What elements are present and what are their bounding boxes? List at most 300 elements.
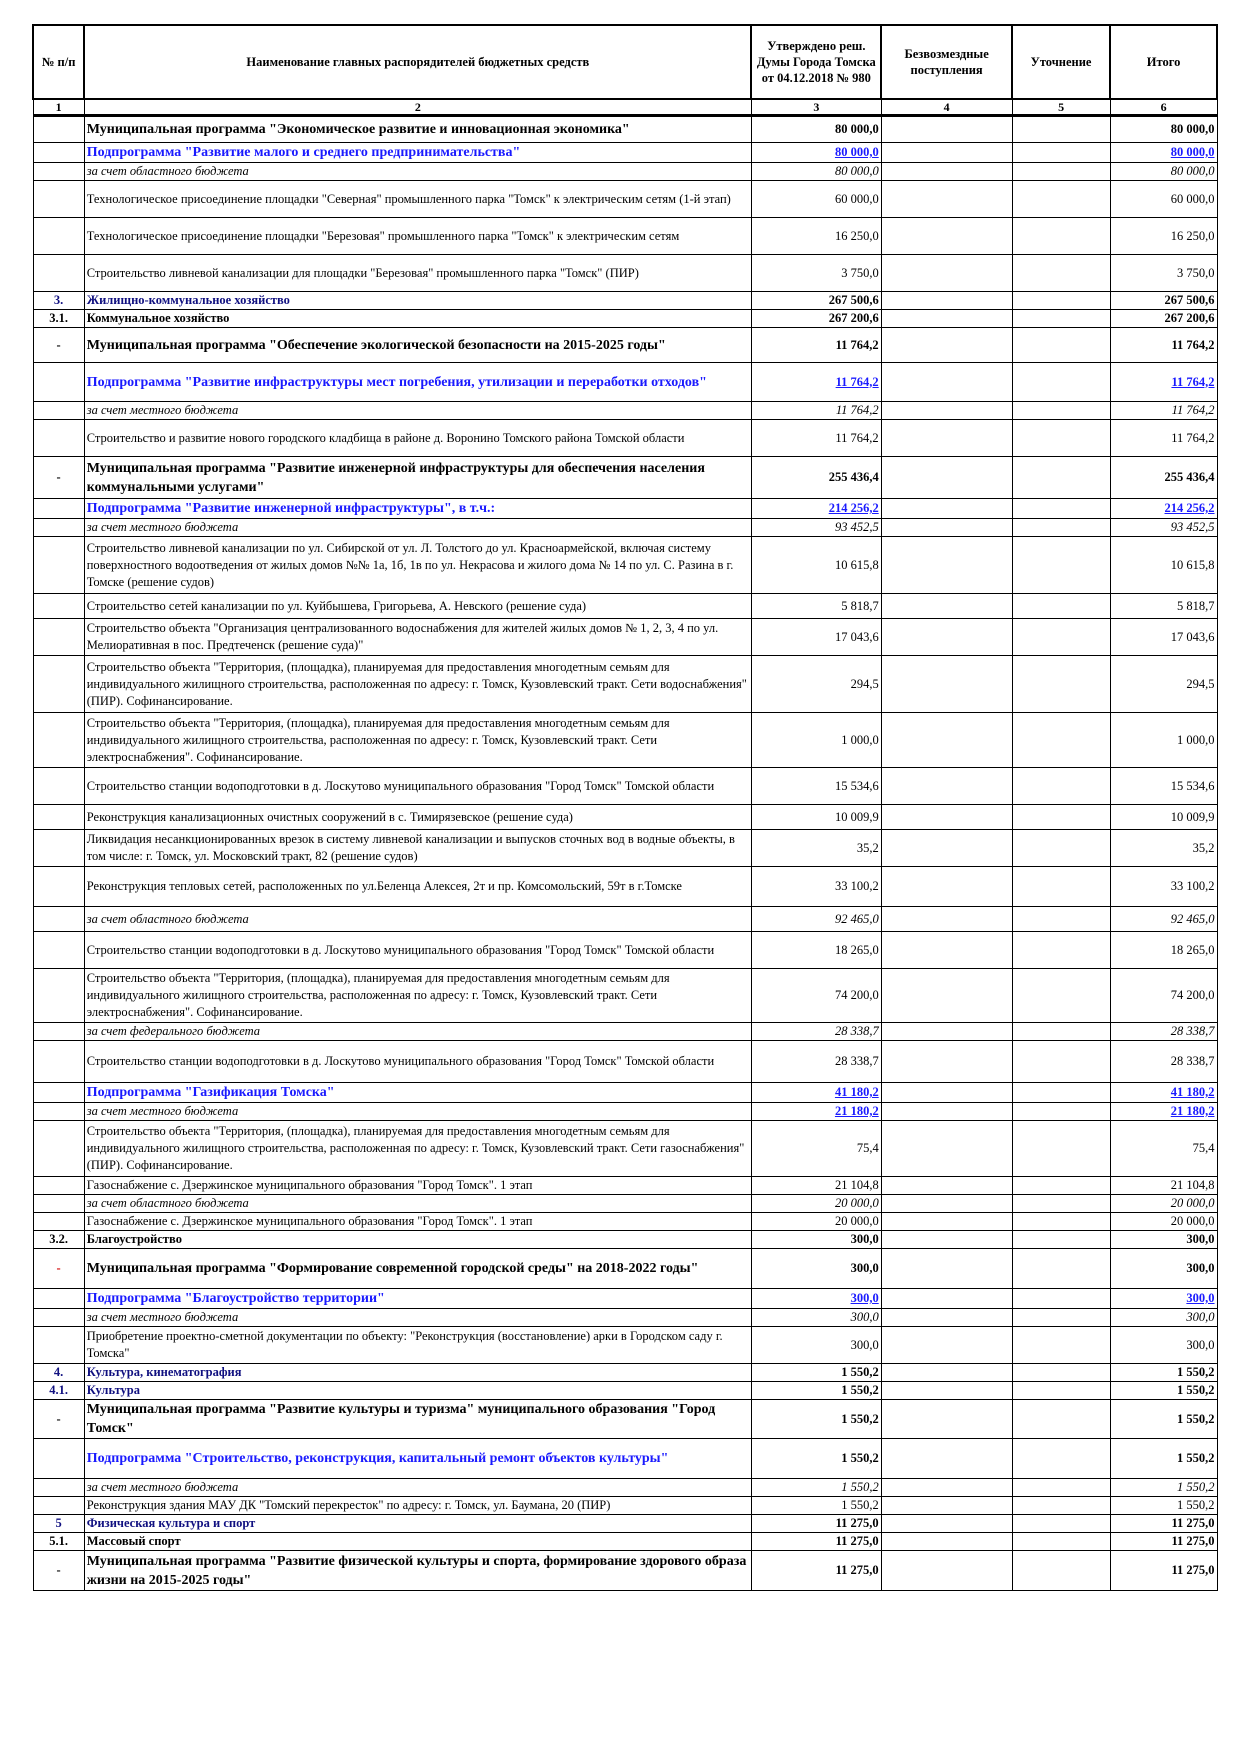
row-free-receipts [881,1231,1012,1249]
row-name: Подпрограмма "Развитие инженерной инфраструктуры", в т.ч.: [84,499,751,519]
row-approved: 1 550,2 [751,1382,881,1400]
table-row [33,1479,1217,1497]
row-number: 5.1. [33,1533,84,1551]
row-name: Благоустройство [84,1231,751,1249]
row-number [33,1195,84,1213]
row-total: 1 550,2 [1110,1439,1217,1479]
row-free-receipts [881,1103,1012,1121]
table-row [33,969,1217,1023]
row-number [33,116,84,143]
row-approved: 80 000,0 [751,143,881,163]
row-clarification [1012,143,1110,163]
row-name: Реконструкция канализационных очистных сооружений в с. Тимирязевское (решение суда) [84,805,751,830]
row-free-receipts [881,1177,1012,1195]
row-name: Строительство станции водоподготовки в д. Лоскутово муниципального образования "Город Томск" Томской области [84,932,751,969]
row-total: 1 000,0 [1110,713,1217,768]
row-approved: 17 043,6 [751,619,881,656]
row-number [33,181,84,218]
row-number [33,1497,84,1515]
table-row [33,1103,1217,1121]
row-clarification [1012,656,1110,713]
row-free-receipts [881,181,1012,218]
row-name: за счет областного бюджета [84,1195,751,1213]
row-number [33,1309,84,1327]
row-free-receipts [881,363,1012,402]
header-total: Итого [1110,25,1217,99]
row-approved: 267 500,6 [751,292,881,310]
row-name: Жилищно-коммунальное хозяйство [84,292,751,310]
table-row [33,805,1217,830]
row-clarification [1012,310,1110,328]
row-clarification [1012,713,1110,768]
row-number [33,420,84,457]
row-free-receipts [881,402,1012,420]
row-clarification [1012,1551,1110,1591]
row-total: 18 265,0 [1110,932,1217,969]
row-free-receipts [881,1023,1012,1041]
row-free-receipts [881,805,1012,830]
row-name: Коммунальное хозяйство [84,310,751,328]
row-total: 20 000,0 [1110,1195,1217,1213]
row-name: Муниципальная программа "Развитие физической культуры и спорта, формирование здорового образа жизни на 2015-2025 годы" [84,1551,751,1591]
row-number [33,907,84,932]
row-number [33,537,84,594]
table-row [33,363,1217,402]
row-name: Подпрограмма "Развитие инфраструктуры мест погребения, утилизации и переработки отходов" [84,363,751,402]
row-total: 300,0 [1110,1289,1217,1309]
row-name: Газоснабжение с. Дзержинское муниципального образования "Город Томск". 1 этап [84,1177,751,1195]
row-clarification [1012,969,1110,1023]
row-free-receipts [881,420,1012,457]
row-approved: 3 750,0 [751,255,881,292]
row-name: Реконструкция тепловых сетей, расположенных по ул.Беленца Алексея, 2т и пр. Комсомольский, 59т в г.Томске [84,867,751,907]
row-free-receipts [881,537,1012,594]
row-clarification [1012,594,1110,619]
row-total: 214 256,2 [1110,499,1217,519]
row-free-receipts [881,907,1012,932]
row-approved: 294,5 [751,656,881,713]
header-approved: Утверждено реш. Думы Города Томска от 04.12.2018 № 980 [751,25,881,99]
row-approved: 21 104,8 [751,1177,881,1195]
row-approved: 80 000,0 [751,163,881,181]
row-clarification [1012,519,1110,537]
table-row [33,1515,1217,1533]
column-index: 2 [84,99,751,116]
row-clarification [1012,1177,1110,1195]
row-name: Технологическое присоединение площадки "Березовая" промышленного парка "Томск" к электрическим сетям [84,218,751,255]
table-row [33,163,1217,181]
row-total: 300,0 [1110,1249,1217,1289]
row-name: за счет местного бюджета [84,1309,751,1327]
table-row [33,1309,1217,1327]
row-clarification [1012,1121,1110,1177]
row-total: 11 764,2 [1110,420,1217,457]
row-free-receipts [881,457,1012,499]
row-clarification [1012,457,1110,499]
row-name: Подпрограмма "Строительство, реконструкция, капитальный ремонт объектов культуры" [84,1439,751,1479]
row-number [33,1479,84,1497]
row-number: 4. [33,1364,84,1382]
row-clarification [1012,932,1110,969]
table-row [33,1249,1217,1289]
row-number: 3. [33,292,84,310]
row-free-receipts [881,1400,1012,1439]
table-row [33,656,1217,713]
row-total: 1 550,2 [1110,1382,1217,1400]
row-number [33,768,84,805]
row-approved: 11 275,0 [751,1551,881,1591]
row-approved: 11 764,2 [751,402,881,420]
table-row [33,519,1217,537]
table-row [33,1121,1217,1177]
table-row [33,1289,1217,1309]
row-free-receipts [881,1515,1012,1533]
table-row [33,1083,1217,1103]
table-header-row [33,25,1217,99]
row-approved: 5 818,7 [751,594,881,619]
row-approved: 60 000,0 [751,181,881,218]
row-free-receipts [881,1083,1012,1103]
table-row [33,116,1217,143]
row-total: 41 180,2 [1110,1083,1217,1103]
row-approved: 93 452,5 [751,519,881,537]
table-row [33,1497,1217,1515]
row-clarification [1012,1103,1110,1121]
row-free-receipts [881,1533,1012,1551]
row-total: 60 000,0 [1110,181,1217,218]
row-number [33,1289,84,1309]
row-name: Муниципальная программа "Экономическое развитие и инновационная экономика" [84,116,751,143]
row-total: 11 275,0 [1110,1551,1217,1591]
row-name: Строительство объекта "Территория, (площадка), планируемая для предоставления многодетным семьям для индивидуального жилищного строительства, расположенная по адресу: г. Томск, Кузовлевский тракт. Сети водоснабжения" (ПИР). Софинансирование. [84,656,751,713]
row-clarification [1012,1309,1110,1327]
row-free-receipts [881,1479,1012,1497]
row-approved: 1 550,2 [751,1497,881,1515]
row-number [33,1177,84,1195]
row-free-receipts [881,328,1012,363]
row-clarification [1012,116,1110,143]
column-index: 6 [1110,99,1217,116]
table-row [33,1364,1217,1382]
table-row [33,143,1217,163]
row-total: 80 000,0 [1110,116,1217,143]
row-approved: 11 764,2 [751,420,881,457]
table-row [33,1213,1217,1231]
row-approved: 20 000,0 [751,1195,881,1213]
row-approved: 28 338,7 [751,1023,881,1041]
row-number: 3.2. [33,1231,84,1249]
row-name: Строительство станции водоподготовки в д. Лоскутово муниципального образования "Город Томск" Томской области [84,1041,751,1083]
row-approved: 10 009,9 [751,805,881,830]
row-approved: 10 615,8 [751,537,881,594]
row-name: Строительство объекта "Территория, (площадка), планируемая для предоставления многодетным семьям для индивидуального жилищного строительства, расположенная по адресу: г. Томск, Кузовлевский тракт. Сети электроснабжения". Софинансирование. [84,969,751,1023]
table-row [33,594,1217,619]
row-free-receipts [881,969,1012,1023]
row-total: 267 500,6 [1110,292,1217,310]
row-name: Муниципальная программа "Развитие инженерной инфраструктуры для обеспечения населения коммунальными услугами" [84,457,751,499]
row-name: Физическая культура и спорт [84,1515,751,1533]
row-approved: 11 764,2 [751,363,881,402]
row-number [33,143,84,163]
row-approved: 16 250,0 [751,218,881,255]
row-free-receipts [881,1121,1012,1177]
row-approved: 20 000,0 [751,1213,881,1231]
table-row [33,907,1217,932]
row-clarification [1012,1400,1110,1439]
row-clarification [1012,1327,1110,1364]
row-total: 17 043,6 [1110,619,1217,656]
header-name: Наименование главных распорядителей бюджетных средств [84,25,751,99]
row-approved: 1 550,2 [751,1364,881,1382]
row-name: Строительство и развитие нового городского кладбища в районе д. Воронино Томского района Томской области [84,420,751,457]
row-free-receipts [881,594,1012,619]
row-total: 5 818,7 [1110,594,1217,619]
row-number [33,163,84,181]
row-clarification [1012,1231,1110,1249]
row-name: Строительство ливневой канализации по ул. Сибирской от ул. Л. Толстого до ул. Красноармейской, включая систему поверхностного водоотведения от жилых домов №№ 1а, 1б, 1в по ул. Некрасова и жилого дома № 14 по ул. С. Разина в г. Томске (решение судов) [84,537,751,594]
column-index: 1 [33,99,84,116]
row-total: 93 452,5 [1110,519,1217,537]
row-approved: 300,0 [751,1289,881,1309]
row-clarification [1012,163,1110,181]
row-clarification [1012,907,1110,932]
row-approved: 300,0 [751,1231,881,1249]
row-clarification [1012,1249,1110,1289]
row-approved: 74 200,0 [751,969,881,1023]
row-total: 80 000,0 [1110,163,1217,181]
table-row [33,619,1217,656]
table-row [33,328,1217,363]
table-row [33,1177,1217,1195]
table-row [33,1551,1217,1591]
row-name: Культура, кинематография [84,1364,751,1382]
row-total: 28 338,7 [1110,1041,1217,1083]
row-free-receipts [881,255,1012,292]
row-clarification [1012,402,1110,420]
row-total: 10 615,8 [1110,537,1217,594]
table-row [33,181,1217,218]
column-index: 4 [881,99,1012,116]
row-total: 11 764,2 [1110,363,1217,402]
row-approved: 1 550,2 [751,1439,881,1479]
row-approved: 300,0 [751,1327,881,1364]
row-free-receipts [881,163,1012,181]
row-approved: 33 100,2 [751,867,881,907]
row-name: Муниципальная программа "Развитие культуры и туризма" муниципального образования "Город Томск" [84,1400,751,1439]
row-number: - [33,1551,84,1591]
row-approved: 15 534,6 [751,768,881,805]
row-total: 1 550,2 [1110,1364,1217,1382]
table-row [33,218,1217,255]
table-row [33,537,1217,594]
row-number [33,1327,84,1364]
row-number [33,969,84,1023]
budget-table [32,24,1218,1591]
table-row [33,1327,1217,1364]
row-clarification [1012,1479,1110,1497]
row-free-receipts [881,143,1012,163]
row-number [33,1121,84,1177]
table-row [33,499,1217,519]
row-clarification [1012,805,1110,830]
row-name: Ликвидация несанкционированных врезок в систему ливневой канализации и выпусков сточных вод в водные объекты, в том числе: г. Томск, ул. Московский тракт, 82 (решение судов) [84,830,751,867]
row-number [33,932,84,969]
row-approved: 75,4 [751,1121,881,1177]
row-clarification [1012,499,1110,519]
row-free-receipts [881,1213,1012,1231]
row-number [33,402,84,420]
row-total: 255 436,4 [1110,457,1217,499]
row-name: Муниципальная программа "Формирование современной городской среды" на 2018-2022 годы" [84,1249,751,1289]
row-clarification [1012,1023,1110,1041]
row-free-receipts [881,499,1012,519]
row-total: 11 275,0 [1110,1533,1217,1551]
row-total: 294,5 [1110,656,1217,713]
row-approved: 1 550,2 [751,1400,881,1439]
row-approved: 18 265,0 [751,932,881,969]
row-clarification [1012,292,1110,310]
row-total: 3 750,0 [1110,255,1217,292]
row-number: - [33,1249,84,1289]
table-row [33,1023,1217,1041]
row-name: Реконструкция здания МАУ ДК "Томский перекресток" по адресу: г. Томск, ул. Баумана, 20 (ПИР) [84,1497,751,1515]
row-number [33,656,84,713]
row-number [33,713,84,768]
row-total: 1 550,2 [1110,1497,1217,1515]
row-total: 74 200,0 [1110,969,1217,1023]
row-total: 33 100,2 [1110,867,1217,907]
header-number: № п/п [33,25,84,99]
row-total: 11 764,2 [1110,402,1217,420]
row-approved: 214 256,2 [751,499,881,519]
table-row [33,713,1217,768]
row-number [33,519,84,537]
table-row [33,1533,1217,1551]
row-total: 11 764,2 [1110,328,1217,363]
row-approved: 11 764,2 [751,328,881,363]
row-free-receipts [881,1439,1012,1479]
header-clarification: Уточнение [1012,25,1110,99]
table-row [33,255,1217,292]
row-total: 300,0 [1110,1327,1217,1364]
row-clarification [1012,181,1110,218]
row-free-receipts [881,310,1012,328]
row-number [33,363,84,402]
row-number [33,1213,84,1231]
row-approved: 35,2 [751,830,881,867]
row-number [33,255,84,292]
row-name: за счет местного бюджета [84,402,751,420]
row-name: Строительство ливневой канализации для площадки "Березовая" промышленного парка "Томск" (ПИР) [84,255,751,292]
table-row [33,420,1217,457]
column-index-row [33,99,1217,116]
row-total: 11 275,0 [1110,1515,1217,1533]
row-approved: 11 275,0 [751,1515,881,1533]
row-free-receipts [881,1364,1012,1382]
row-clarification [1012,1439,1110,1479]
table-row [33,310,1217,328]
row-number [33,1439,84,1479]
row-clarification [1012,255,1110,292]
row-number: - [33,457,84,499]
row-name: за счет местного бюджета [84,519,751,537]
table-row [33,1439,1217,1479]
row-name: Подпрограмма "Благоустройство территории" [84,1289,751,1309]
row-approved: 21 180,2 [751,1103,881,1121]
table-row [33,867,1217,907]
row-free-receipts [881,1382,1012,1400]
row-clarification [1012,1213,1110,1231]
row-clarification [1012,1041,1110,1083]
row-free-receipts [881,830,1012,867]
row-clarification [1012,363,1110,402]
row-number [33,867,84,907]
row-total: 10 009,9 [1110,805,1217,830]
row-total: 16 250,0 [1110,218,1217,255]
row-clarification [1012,830,1110,867]
table-row [33,1231,1217,1249]
row-clarification [1012,1289,1110,1309]
table-row [33,932,1217,969]
row-clarification [1012,1083,1110,1103]
row-number [33,830,84,867]
row-number [33,619,84,656]
table-row [33,1400,1217,1439]
row-number: 5 [33,1515,84,1533]
row-free-receipts [881,116,1012,143]
row-number: 4.1. [33,1382,84,1400]
row-free-receipts [881,1327,1012,1364]
row-approved: 300,0 [751,1249,881,1289]
row-name: Массовый спорт [84,1533,751,1551]
row-free-receipts [881,867,1012,907]
row-name: за счет местного бюджета [84,1479,751,1497]
row-free-receipts [881,1289,1012,1309]
row-name: Подпрограмма "Развитие малого и среднего предпринимательства" [84,143,751,163]
row-total: 75,4 [1110,1121,1217,1177]
row-clarification [1012,1364,1110,1382]
row-number: - [33,1400,84,1439]
row-name: Технологическое присоединение площадки "Северная" промышленного парка "Томск" к электрическим сетям (1-й этап) [84,181,751,218]
row-name: Муниципальная программа "Обеспечение экологической безопасности на 2015-2025 годы" [84,328,751,363]
row-total: 35,2 [1110,830,1217,867]
row-number [33,1041,84,1083]
row-approved: 92 465,0 [751,907,881,932]
row-clarification [1012,1497,1110,1515]
row-total: 21 104,8 [1110,1177,1217,1195]
row-free-receipts [881,1249,1012,1289]
row-total: 28 338,7 [1110,1023,1217,1041]
row-name: за счет областного бюджета [84,163,751,181]
header-free-receipts: Безвозмездные поступления [881,25,1012,99]
row-clarification [1012,218,1110,255]
row-total: 300,0 [1110,1231,1217,1249]
row-name: Культура [84,1382,751,1400]
row-number: 3.1. [33,310,84,328]
row-total: 92 465,0 [1110,907,1217,932]
row-total: 21 180,2 [1110,1103,1217,1121]
table-row [33,768,1217,805]
row-clarification [1012,420,1110,457]
row-approved: 300,0 [751,1309,881,1327]
row-clarification [1012,328,1110,363]
row-approved: 28 338,7 [751,1041,881,1083]
row-free-receipts [881,1195,1012,1213]
row-number [33,218,84,255]
row-number [33,1023,84,1041]
table-row [33,292,1217,310]
row-free-receipts [881,768,1012,805]
